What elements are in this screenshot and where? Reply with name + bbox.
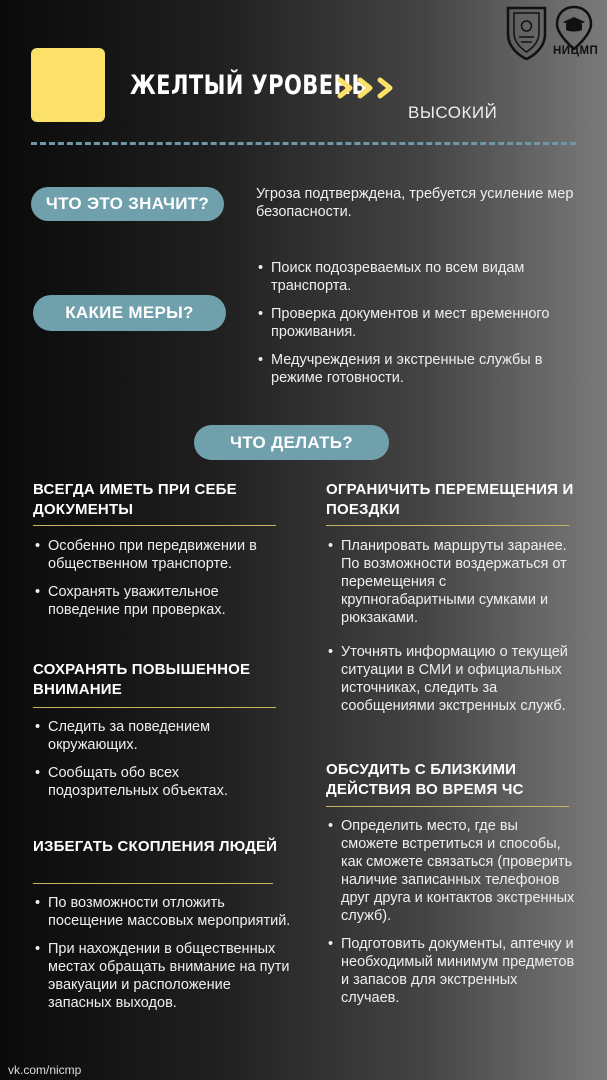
- list-item: • Медучреждения и экстренные службы в режиме готовности.: [256, 351, 586, 387]
- list-item: • Подготовить документы, аптечку и необходимый минимум предметов и запасов для экстренных случаев.: [326, 935, 576, 1007]
- meaning-text: Угроза подтверждена, требуется усиление мер безопасности.: [256, 186, 574, 220]
- measures-list: [256, 259, 586, 397]
- travel-list: [326, 537, 576, 725]
- section-rule: [33, 883, 273, 884]
- list-item: • Особенно при передвижении в общественном транспорте.: [33, 537, 283, 573]
- list-item: • Следить за поведением окружающих.: [33, 718, 283, 754]
- list-item: • Проверка документов и мест временного проживания.: [256, 305, 586, 341]
- chevrons-right-icon: [337, 77, 399, 99]
- crowds-list: [33, 894, 298, 1022]
- what-to-do-badge: ЧТО ДЕЛАТЬ?: [194, 425, 389, 460]
- section-rule: [326, 806, 569, 807]
- footer-link[interactable]: vk.com/nicmp: [8, 1063, 82, 1077]
- level-subtitle: ВЫСОКИЙ: [408, 103, 498, 122]
- list-item: • Планировать маршруты заранее. По возможности воздержаться от перемещения с крупногабаритными сумками и рюкзаками.: [326, 537, 576, 627]
- yellow-level-square: [31, 48, 105, 122]
- list-item: • При нахождении в общественных местах обращать внимание на пути эвакуации и расположение запасных выходов.: [33, 940, 298, 1012]
- measures-badge: КАКИЕ МЕРЫ?: [33, 295, 226, 331]
- section-heading-attention: СОХРАНЯТЬ ПОВЫШЕННОЕ ВНИМАНИЕ: [33, 661, 251, 698]
- documents-list: [33, 537, 283, 629]
- logo-text: НИЦМП: [553, 45, 599, 57]
- list-item: • Сообщать обо всех подозрительных объектах.: [33, 764, 283, 800]
- section-rule: [33, 707, 276, 708]
- section-heading-crowds: ИЗБЕГАТЬ СКОПЛЕНИЯ ЛЮДЕЙ: [33, 838, 278, 855]
- attention-list: [33, 718, 283, 810]
- section-heading-travel: ОГРАНИЧИТЬ ПЕРЕМЕЩЕНИЯ И ПОЕЗДКИ: [326, 481, 574, 518]
- logo-group: [505, 4, 605, 67]
- what-it-means-badge: ЧТО ЭТО ЗНАЧИТ?: [31, 187, 224, 221]
- section-rule: [326, 525, 569, 526]
- family-list: [326, 817, 576, 1017]
- list-item: • Поиск подозреваемых по всем видам транспорта.: [256, 259, 586, 295]
- section-rule: [33, 525, 276, 526]
- list-item: • По возможности отложить посещение массовых мероприятий.: [33, 894, 298, 930]
- list-item: • Сохранять уважительное поведение при проверках.: [33, 583, 283, 619]
- header-divider: [31, 142, 576, 145]
- section-heading-family: ОБСУДИТЬ С БЛИЗКИМИ ДЕЙСТВИЯ ВО ВРЕМЯ ЧС: [326, 761, 524, 798]
- section-heading-documents: ВСЕГДА ИМЕТЬ ПРИ СЕБЕ ДОКУМЕНТЫ: [33, 481, 237, 518]
- list-item: • Уточнять информацию о текущей ситуации в СМИ и официальных источниках, следить за сообщениями экстренных служб.: [326, 643, 576, 715]
- page-title: ЖЕЛТЫЙ УРОВЕНЬ: [130, 70, 368, 101]
- list-item: • Определить место, где вы сможете встретиться и способы, как сможете связаться (проверить наличие записанных телефонов друг друга и контактов экстренных служб).: [326, 817, 576, 925]
